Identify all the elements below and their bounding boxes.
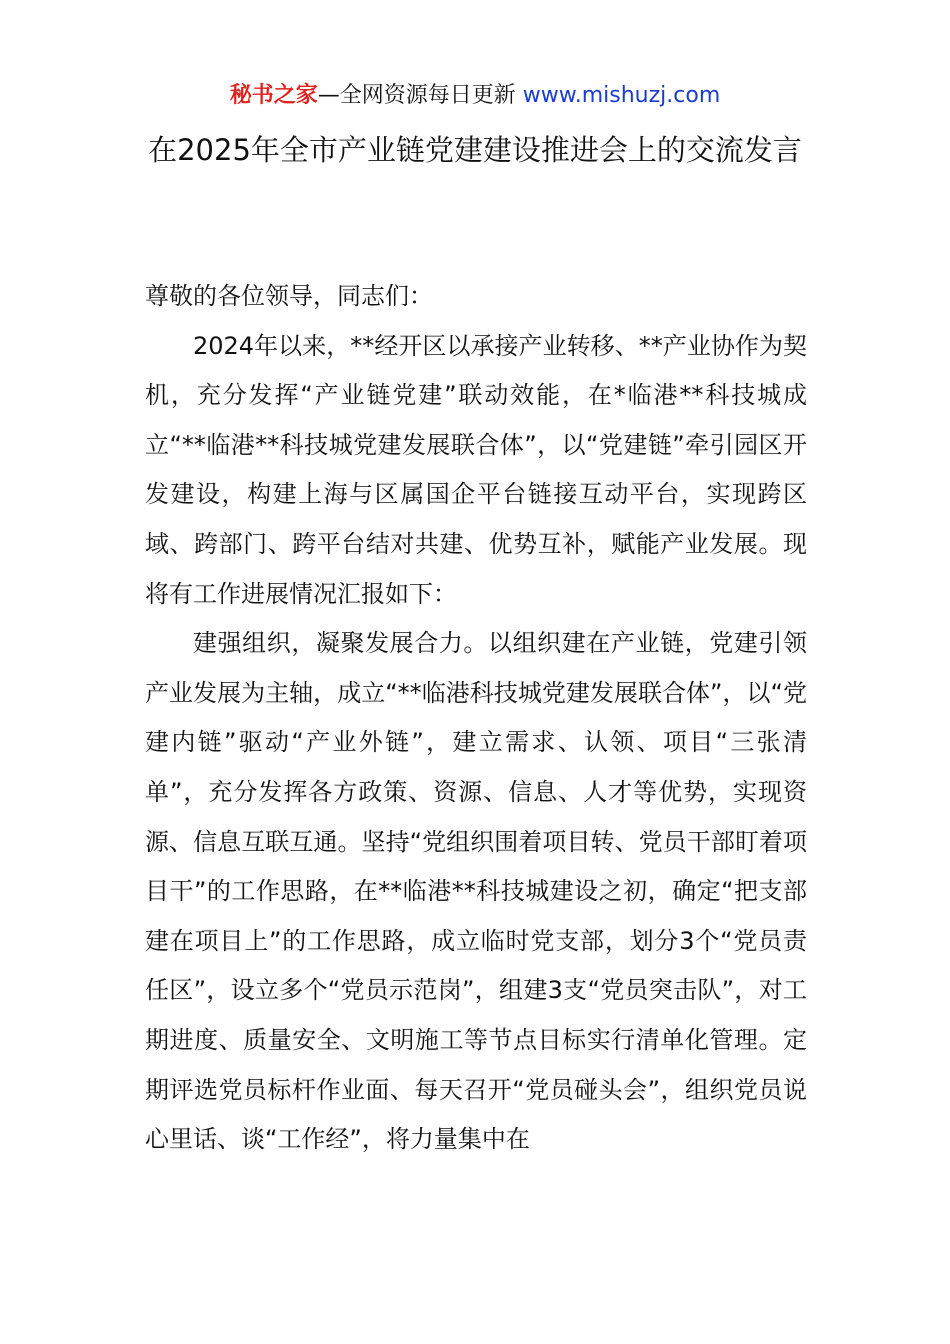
paragraph-organization: 建强组织，凝聚发展合力。以组织建在产业链，党建引领产业发展为主轴，成立“**临港科技城党建发展联合体”，以“党建内链”驱动“产业外链”，建立需求、认领、项目“三张清单”，充分发挥各方政策、资源、信息、人才等优势，实现资源、信息互联互通。坚持“党组织围着项目转、党员干部盯着项目干”的工作思路，在**临港**科技城建设之初，确定“把支部建在项目上”的工作思路，成立临时党支部，划分3个“党员责任区”，设立多个“党员示范岗”，组建3支“党员突击队”，对工期进度、质量安全、文明施工等节点目标实行清单化管理。定期评选党员标杆作业面、每天召开“党员碰头会”，组织党员说心里话、谈“工作经”，将力量集中在 bbox=[145, 629, 807, 1154]
brand-name: 秘书之家 bbox=[229, 83, 318, 108]
site-header bbox=[0, 80, 950, 112]
document-body bbox=[145, 272, 807, 1165]
header-tagline: —全网资源每日更新 bbox=[317, 83, 523, 108]
document-title: 在2025年全市产业链党建建设推进会上的交流发言 bbox=[148, 133, 802, 167]
paragraph-intro: 2024年以来，**经开区以承接产业转移、**产业协作为契机，充分发挥“产业链党建”联动效能，在*临港**科技城成立“**临港**科技城党建发展联合体”，以“党建链”牵引园区开发建设，构建上海与区属国企平台链接互动平台，实现跨区域、跨部门、跨平台结对共建、优势互补，赋能产业发展。现将有工作进展情况汇报如下： bbox=[145, 331, 807, 608]
salutation: 尊敬的各位领导，同志们： bbox=[145, 282, 433, 310]
site-url-link[interactable]: www.mishuzj.com bbox=[522, 83, 721, 108]
